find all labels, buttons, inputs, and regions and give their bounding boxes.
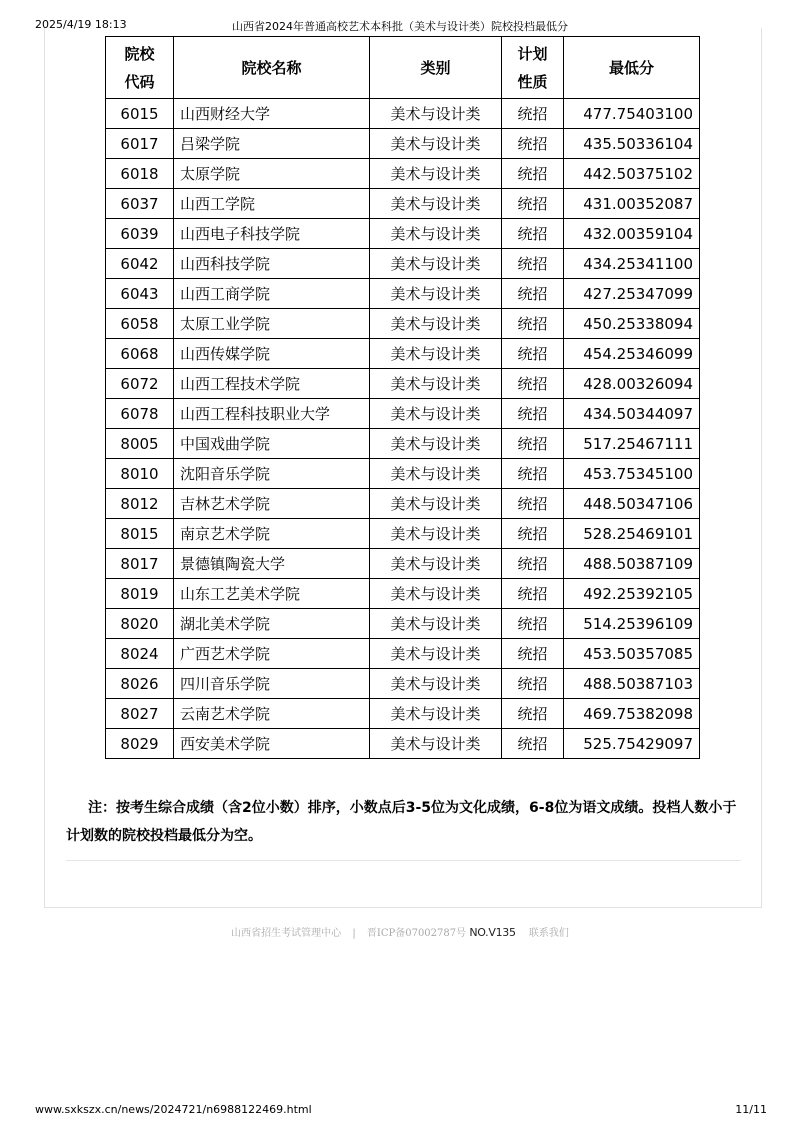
cell-score: 514.25396109 bbox=[564, 609, 700, 639]
cell-code: 8026 bbox=[106, 669, 174, 699]
cell-score: 450.25338094 bbox=[564, 309, 700, 339]
cell-name: 湖北美术学院 bbox=[174, 609, 370, 639]
cell-score: 528.25469101 bbox=[564, 519, 700, 549]
table-row bbox=[106, 729, 700, 759]
cell-name: 南京艺术学院 bbox=[174, 519, 370, 549]
cell-name: 景德镇陶瓷大学 bbox=[174, 549, 370, 579]
cell-nature: 统招 bbox=[502, 669, 564, 699]
table-row bbox=[106, 699, 700, 729]
cell-category: 美术与设计类 bbox=[370, 729, 502, 759]
cell-category: 美术与设计类 bbox=[370, 99, 502, 129]
site-footer bbox=[0, 924, 800, 939]
print-footer bbox=[0, 1103, 800, 1119]
table-row bbox=[106, 219, 700, 249]
cell-code: 8020 bbox=[106, 609, 174, 639]
table-row bbox=[106, 309, 700, 339]
cell-code: 8019 bbox=[106, 579, 174, 609]
cell-score: 432.00359104 bbox=[564, 219, 700, 249]
table-row bbox=[106, 669, 700, 699]
cell-nature: 统招 bbox=[502, 249, 564, 279]
cell-nature: 统招 bbox=[502, 159, 564, 189]
cell-code: 8017 bbox=[106, 549, 174, 579]
cell-category: 美术与设计类 bbox=[370, 519, 502, 549]
cell-nature: 统招 bbox=[502, 519, 564, 549]
cell-category: 美术与设计类 bbox=[370, 129, 502, 159]
cell-score: 427.25347099 bbox=[564, 279, 700, 309]
cell-category: 美术与设计类 bbox=[370, 189, 502, 219]
cell-category: 美术与设计类 bbox=[370, 339, 502, 369]
cell-category: 美术与设计类 bbox=[370, 429, 502, 459]
cell-nature: 统招 bbox=[502, 459, 564, 489]
footer-icp-link[interactable]: 晋ICP备07002787号 bbox=[366, 928, 467, 939]
cell-score: 517.25467111 bbox=[564, 429, 700, 459]
header-code: 院校 代码 bbox=[106, 37, 174, 99]
cell-category: 美术与设计类 bbox=[370, 249, 502, 279]
footer-org-link[interactable]: 山西省招生考试管理中心 bbox=[231, 928, 342, 939]
cell-name: 西安美术学院 bbox=[174, 729, 370, 759]
cell-nature: 统招 bbox=[502, 279, 564, 309]
cell-name: 云南艺术学院 bbox=[174, 699, 370, 729]
table-row bbox=[106, 369, 700, 399]
cell-code: 8024 bbox=[106, 639, 174, 669]
cell-name: 山西财经大学 bbox=[174, 99, 370, 129]
cell-code: 6078 bbox=[106, 399, 174, 429]
cell-category: 美术与设计类 bbox=[370, 459, 502, 489]
divider bbox=[66, 860, 741, 861]
cell-score: 453.50357085 bbox=[564, 639, 700, 669]
cell-name: 山西工商学院 bbox=[174, 279, 370, 309]
table-row bbox=[106, 399, 700, 429]
cell-category: 美术与设计类 bbox=[370, 489, 502, 519]
cell-score: 525.75429097 bbox=[564, 729, 700, 759]
cell-name: 吉林艺术学院 bbox=[174, 489, 370, 519]
cell-score: 454.25346099 bbox=[564, 339, 700, 369]
table-header-row bbox=[106, 37, 700, 99]
cell-score: 428.00326094 bbox=[564, 369, 700, 399]
cell-nature: 统招 bbox=[502, 609, 564, 639]
cell-name: 山西工学院 bbox=[174, 189, 370, 219]
cell-nature: 统招 bbox=[502, 729, 564, 759]
cell-nature: 统招 bbox=[502, 429, 564, 459]
cell-score: 488.50387103 bbox=[564, 669, 700, 699]
table-row bbox=[106, 609, 700, 639]
print-page-title: 山西省2024年普通高校艺术本科批（美术与设计类）院校投档最低分 bbox=[232, 20, 568, 33]
table-row bbox=[106, 159, 700, 189]
cell-category: 美术与设计类 bbox=[370, 549, 502, 579]
cell-code: 6018 bbox=[106, 159, 174, 189]
cell-score: 434.25341100 bbox=[564, 249, 700, 279]
cell-nature: 统招 bbox=[502, 549, 564, 579]
cell-name: 山西电子科技学院 bbox=[174, 219, 370, 249]
cell-score: 469.75382098 bbox=[564, 699, 700, 729]
print-datetime: 2025/4/19 18:13 bbox=[35, 18, 127, 31]
cell-score: 477.75403100 bbox=[564, 99, 700, 129]
cell-nature: 统招 bbox=[502, 579, 564, 609]
table-row bbox=[106, 429, 700, 459]
table-row bbox=[106, 519, 700, 549]
cell-nature: 统招 bbox=[502, 639, 564, 669]
cell-name: 太原工业学院 bbox=[174, 309, 370, 339]
cell-score: 431.00352087 bbox=[564, 189, 700, 219]
header-nature: 计划 性质 bbox=[502, 37, 564, 99]
table-row bbox=[106, 579, 700, 609]
table-row bbox=[106, 459, 700, 489]
cell-category: 美术与设计类 bbox=[370, 399, 502, 429]
cell-nature: 统招 bbox=[502, 189, 564, 219]
cell-score: 492.25392105 bbox=[564, 579, 700, 609]
table-row bbox=[106, 99, 700, 129]
cell-category: 美术与设计类 bbox=[370, 579, 502, 609]
cell-nature: 统招 bbox=[502, 489, 564, 519]
cell-category: 美术与设计类 bbox=[370, 639, 502, 669]
cell-code: 6017 bbox=[106, 129, 174, 159]
cell-nature: 统招 bbox=[502, 369, 564, 399]
cell-nature: 统招 bbox=[502, 129, 564, 159]
cell-category: 美术与设计类 bbox=[370, 369, 502, 399]
footer-contact-link[interactable]: 联系我们 bbox=[528, 928, 569, 939]
cell-name: 山西传媒学院 bbox=[174, 339, 370, 369]
cell-code: 6015 bbox=[106, 99, 174, 129]
footnote: 注：按考生综合成绩（含2位小数）排序，小数点后3-5位为文化成绩，6-8位为语文成绩。投档人数小于计划数的院校投档最低分为空。 bbox=[66, 800, 737, 844]
cell-code: 8010 bbox=[106, 459, 174, 489]
cell-score: 453.75345100 bbox=[564, 459, 700, 489]
page-number: 11/11 bbox=[735, 1103, 767, 1116]
cell-name: 吕梁学院 bbox=[174, 129, 370, 159]
cell-code: 6068 bbox=[106, 339, 174, 369]
cell-code: 8012 bbox=[106, 489, 174, 519]
cell-name: 中国戏曲学院 bbox=[174, 429, 370, 459]
header-name: 院校名称 bbox=[174, 37, 370, 99]
footer-version: NO.V135 bbox=[469, 926, 516, 939]
table-row bbox=[106, 279, 700, 309]
cell-category: 美术与设计类 bbox=[370, 279, 502, 309]
cell-code: 6058 bbox=[106, 309, 174, 339]
cell-score: 434.50344097 bbox=[564, 399, 700, 429]
cell-score: 448.50347106 bbox=[564, 489, 700, 519]
cell-score: 488.50387109 bbox=[564, 549, 700, 579]
cell-name: 四川音乐学院 bbox=[174, 669, 370, 699]
cell-category: 美术与设计类 bbox=[370, 309, 502, 339]
cell-name: 山西工程技术学院 bbox=[174, 369, 370, 399]
cell-category: 美术与设计类 bbox=[370, 669, 502, 699]
cell-category: 美术与设计类 bbox=[370, 219, 502, 249]
cell-nature: 统招 bbox=[502, 339, 564, 369]
header-category: 类别 bbox=[370, 37, 502, 99]
table-body bbox=[106, 99, 700, 759]
cell-category: 美术与设计类 bbox=[370, 699, 502, 729]
cell-name: 山西工程科技职业大学 bbox=[174, 399, 370, 429]
cell-score: 442.50375102 bbox=[564, 159, 700, 189]
cell-code: 8027 bbox=[106, 699, 174, 729]
cell-code: 8015 bbox=[106, 519, 174, 549]
table-row bbox=[106, 249, 700, 279]
cell-name: 太原学院 bbox=[174, 159, 370, 189]
cell-nature: 统招 bbox=[502, 309, 564, 339]
cell-code: 6072 bbox=[106, 369, 174, 399]
cell-category: 美术与设计类 bbox=[370, 609, 502, 639]
cell-code: 8029 bbox=[106, 729, 174, 759]
cell-nature: 统招 bbox=[502, 219, 564, 249]
cell-nature: 统招 bbox=[502, 699, 564, 729]
cell-category: 美术与设计类 bbox=[370, 159, 502, 189]
header-score: 最低分 bbox=[564, 37, 700, 99]
cell-code: 6039 bbox=[106, 219, 174, 249]
cell-code: 8005 bbox=[106, 429, 174, 459]
footer-separator: | bbox=[352, 928, 356, 939]
cell-score: 435.50336104 bbox=[564, 129, 700, 159]
print-url: www.sxkszx.cn/news/2024721/n6988122469.html bbox=[35, 1103, 312, 1116]
table-row bbox=[106, 189, 700, 219]
table-row bbox=[106, 129, 700, 159]
cell-code: 6042 bbox=[106, 249, 174, 279]
cell-nature: 统招 bbox=[502, 99, 564, 129]
cell-code: 6037 bbox=[106, 189, 174, 219]
cell-name: 广西艺术学院 bbox=[174, 639, 370, 669]
cell-name: 山东工艺美术学院 bbox=[174, 579, 370, 609]
table-row bbox=[106, 549, 700, 579]
table-row bbox=[106, 489, 700, 519]
cell-nature: 统招 bbox=[502, 399, 564, 429]
cell-name: 山西科技学院 bbox=[174, 249, 370, 279]
cell-code: 6043 bbox=[106, 279, 174, 309]
cell-name: 沈阳音乐学院 bbox=[174, 459, 370, 489]
table-row bbox=[106, 639, 700, 669]
table-row bbox=[106, 339, 700, 369]
score-table bbox=[105, 36, 700, 759]
